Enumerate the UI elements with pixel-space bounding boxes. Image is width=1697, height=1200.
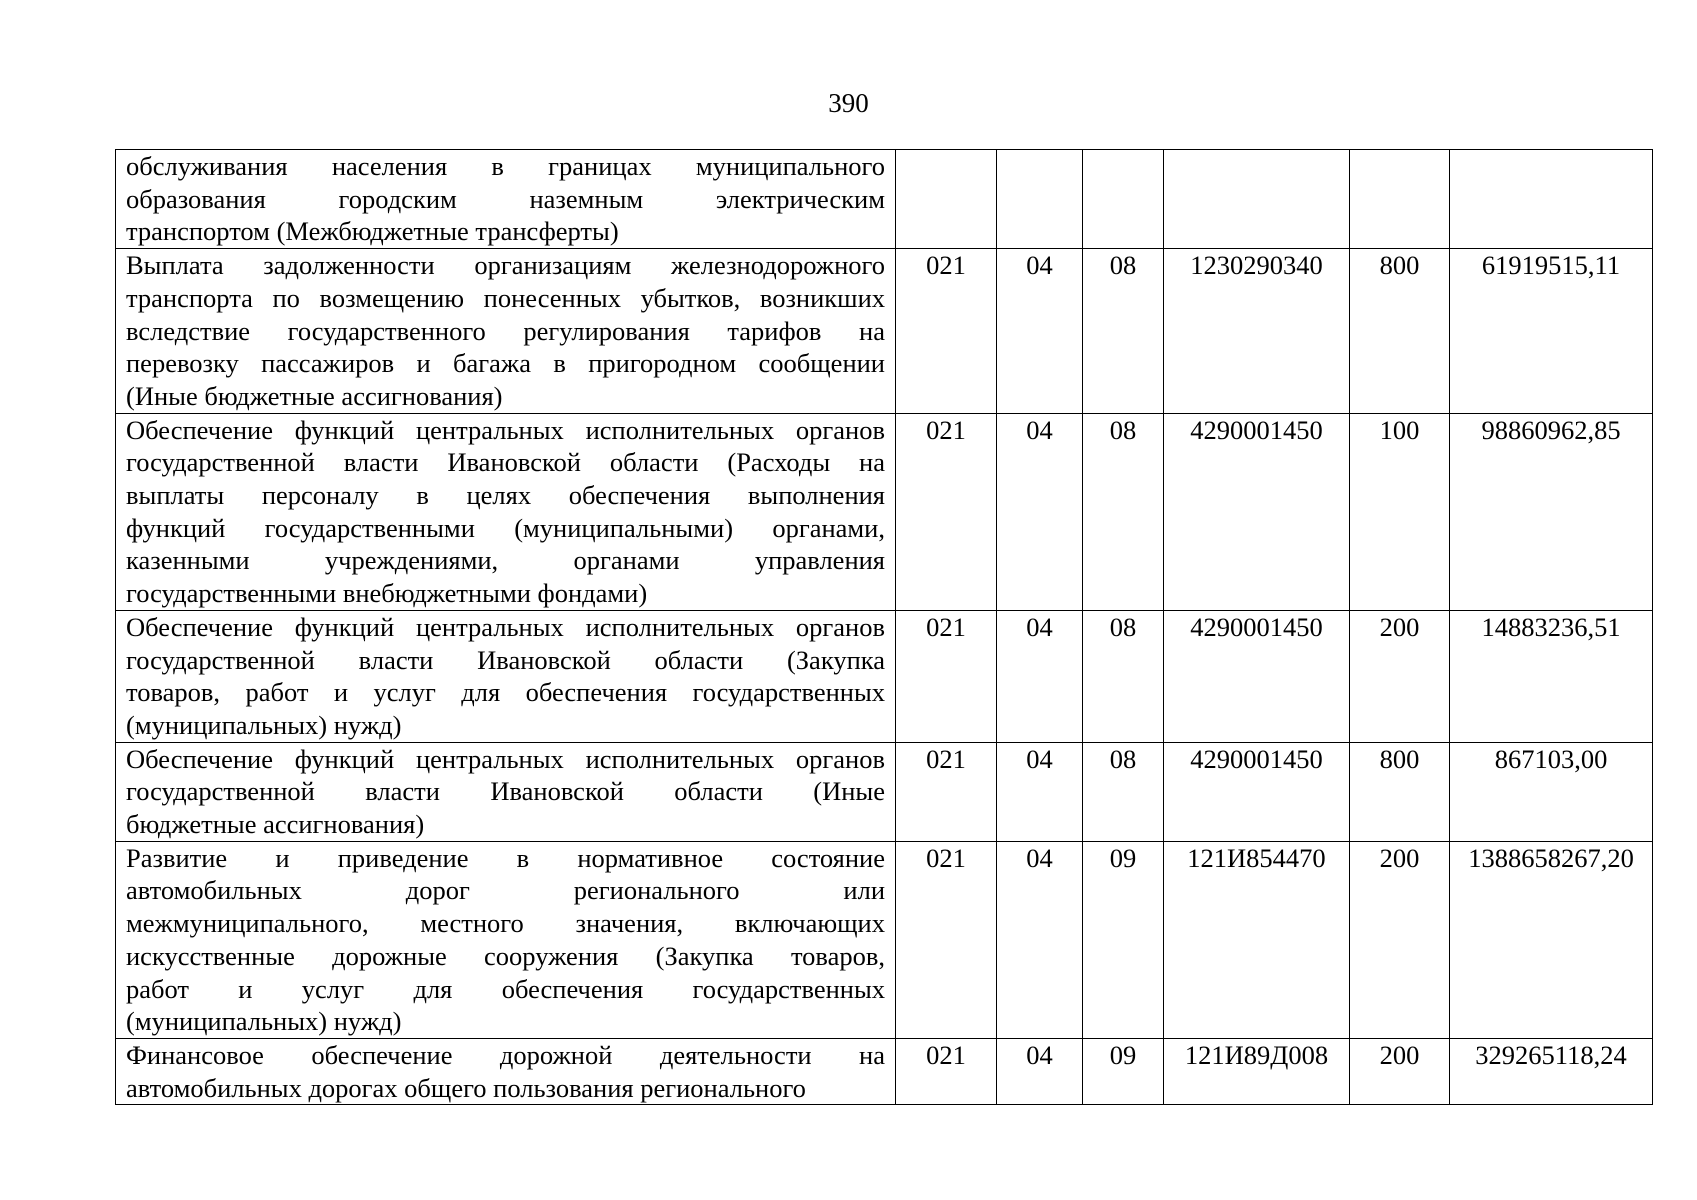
table-row: [116, 150, 1653, 249]
expense-description-cell: [116, 742, 896, 841]
expense-type-code-cell: 200: [1350, 1038, 1450, 1104]
description-line: государственными внебюджетными фондами): [126, 578, 648, 609]
description-line: автомобильных дорог регионального или: [126, 875, 885, 906]
description-line: государственной власти Ивановской области (Иные: [126, 776, 885, 807]
description-line: выплаты персоналу в целях обеспечения выполнения: [126, 480, 885, 511]
description-line: Выплата задолженности организациям железнодорожного: [126, 250, 885, 281]
chief-administrator-code-cell: [896, 150, 997, 249]
target-article-code-cell: 121И854470: [1164, 841, 1350, 1038]
chief-administrator-code-cell: 021: [896, 1038, 997, 1104]
amount-cell: [1450, 150, 1653, 249]
description-line: транспортом (Межбюджетные трансферты): [126, 216, 619, 247]
subsection-code-cell: 09: [1083, 841, 1164, 1038]
table-row: [116, 249, 1653, 414]
description-line: Обеспечение функций центральных исполнительных органов: [126, 743, 885, 774]
description-line: функций государственными (муниципальными) органами,: [126, 512, 885, 543]
chief-administrator-code-cell: 021: [896, 413, 997, 610]
description-line: казенными учреждениями, органами управления: [126, 545, 885, 576]
description-line: товаров, работ и услуг для обеспечения государственных: [126, 677, 885, 708]
table-row: [116, 610, 1653, 742]
subsection-code-cell: [1083, 150, 1164, 249]
expense-type-code-cell: 200: [1350, 841, 1450, 1038]
description-line: обслуживания населения в границах муниципального: [126, 151, 885, 181]
table-row: [116, 413, 1653, 610]
description-line: Обеспечение функций центральных исполнительных органов: [126, 611, 885, 642]
expense-type-code-cell: 800: [1350, 249, 1450, 414]
expense-type-code-cell: 200: [1350, 610, 1450, 742]
description-line: (муниципальных) нужд): [126, 1006, 402, 1037]
section-code-cell: 04: [997, 742, 1083, 841]
section-code-cell: [997, 150, 1083, 249]
chief-administrator-code-cell: 021: [896, 841, 997, 1038]
description-line: транспорта по возмещению понесенных убытков, возникших: [126, 282, 885, 313]
amount-cell: 98860962,85: [1450, 413, 1653, 610]
expense-type-code-cell: 800: [1350, 742, 1450, 841]
chief-administrator-code-cell: 021: [896, 249, 997, 414]
subsection-code-cell: 08: [1083, 413, 1164, 610]
expense-description-cell: [116, 841, 896, 1038]
expense-description-cell: [116, 610, 896, 742]
description-line: перевозку пассажиров и багажа в пригородном сообщении: [126, 348, 885, 379]
subsection-code-cell: 08: [1083, 249, 1164, 414]
amount-cell: 14883236,51: [1450, 610, 1653, 742]
target-article-code-cell: 1230290340: [1164, 249, 1350, 414]
description-line: (муниципальных) нужд): [126, 709, 402, 740]
budget-table: [115, 149, 1653, 1105]
table-body: [116, 150, 1653, 1105]
amount-cell: 1388658267,20: [1450, 841, 1653, 1038]
amount-cell: 329265118,24: [1450, 1038, 1653, 1104]
expense-type-code-cell: 100: [1350, 413, 1450, 610]
description-line: межмуниципального, местного значения, включающих: [126, 908, 885, 939]
expense-description-cell: [116, 249, 896, 414]
subsection-code-cell: 08: [1083, 742, 1164, 841]
target-article-code-cell: [1164, 150, 1350, 249]
section-code-cell: 04: [997, 841, 1083, 1038]
section-code-cell: 04: [997, 413, 1083, 610]
description-line: вследствие государственного регулирования тарифов на: [126, 315, 885, 346]
table-row: [116, 1038, 1653, 1104]
chief-administrator-code-cell: 021: [896, 610, 997, 742]
description-line: бюджетные ассигнования): [126, 809, 425, 840]
page-number: 390: [828, 88, 869, 118]
section-code-cell: 04: [997, 249, 1083, 414]
target-article-code-cell: 4290001450: [1164, 610, 1350, 742]
expense-type-code-cell: [1350, 150, 1450, 249]
section-code-cell: 04: [997, 610, 1083, 742]
chief-administrator-code-cell: 021: [896, 742, 997, 841]
description-line: (Иные бюджетные ассигнования): [126, 380, 503, 411]
description-line: Обеспечение функций центральных исполнительных органов: [126, 414, 885, 445]
amount-cell: 867103,00: [1450, 742, 1653, 841]
section-code-cell: 04: [997, 1038, 1083, 1104]
expense-description-cell: [116, 150, 896, 249]
expense-description-cell: [116, 1038, 896, 1104]
description-line: автомобильных дорогах общего пользования регионального: [126, 1072, 806, 1103]
table-row: [116, 742, 1653, 841]
amount-cell: 61919515,11: [1450, 249, 1653, 414]
target-article-code-cell: 4290001450: [1164, 742, 1350, 841]
description-line: государственной власти Ивановской области (Закупка: [126, 644, 885, 675]
description-line: государственной власти Ивановской области (Расходы на: [126, 447, 885, 478]
subsection-code-cell: 08: [1083, 610, 1164, 742]
description-line: работ и услуг для обеспечения государственных: [126, 973, 885, 1004]
target-article-code-cell: 4290001450: [1164, 413, 1350, 610]
table-row: [116, 841, 1653, 1038]
target-article-code-cell: 121И89Д008: [1164, 1038, 1350, 1104]
description-line: Финансовое обеспечение дорожной деятельности на: [126, 1039, 885, 1070]
description-line: Развитие и приведение в нормативное состояние: [126, 842, 885, 873]
description-line: искусственные дорожные сооружения (Закупка товаров,: [126, 940, 885, 971]
description-line: образования городским наземным электрическим: [126, 183, 885, 214]
subsection-code-cell: 09: [1083, 1038, 1164, 1104]
expense-description-cell: [116, 413, 896, 610]
